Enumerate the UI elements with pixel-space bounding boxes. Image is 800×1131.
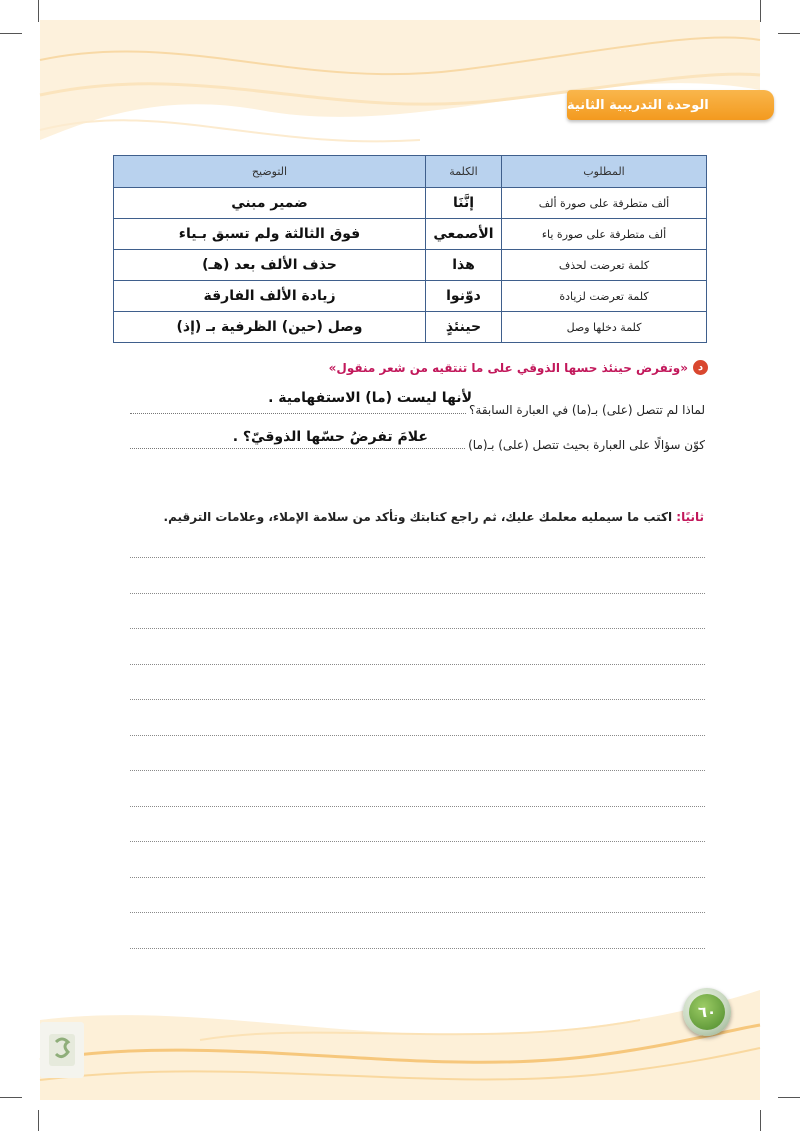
table-row [114,281,707,312]
answer-1-dotted-line[interactable] [130,412,466,414]
required-cell: ألف متطرفة على صورة ألف [502,188,707,219]
word-cell: الأصمعي [426,219,502,250]
required-cell: كلمة دخلها وصل [502,312,707,343]
header-required: المطلوب [502,156,707,188]
word-cell: هذا [426,250,502,281]
header-word: الكلمة [426,156,502,188]
word-cell: حينئذٍ [426,312,502,343]
spelling-rules-table [113,155,707,343]
table-row [114,188,707,219]
writing-line[interactable] [130,770,705,771]
question-2-text: كوّن سؤالًا على العبارة بحيث تتصل (على) بـ(ما) [468,438,705,452]
question-2-line[interactable] [130,438,705,452]
answer-1: لأنها ليست (ما) الاستفهامية . [268,390,472,406]
page-number-badge [683,988,731,1036]
unit-title: الوحدة التدريبية الثانية [567,97,709,113]
writing-line[interactable] [130,593,705,594]
question-1-text: لماذا لم تتصل (على) بـ(ما) في العبارة السابقة؟ [469,403,705,417]
writing-line[interactable] [130,628,705,629]
explanation-cell: ضمير مبني [114,188,426,219]
explanation-cell: حذف الألف بعد (هـ) [114,250,426,281]
writing-line[interactable] [130,699,705,700]
question-heading [329,360,708,375]
table-row [114,219,707,250]
explanation-cell: زيادة الألف الفارقة [114,281,426,312]
unit-title-banner [567,90,774,120]
writing-line[interactable] [130,735,705,736]
required-cell: كلمة تعرضت لحذف [502,250,707,281]
question-number-badge: د [693,360,708,375]
writing-line[interactable] [130,877,705,878]
answer-2-dotted-line[interactable] [130,447,465,449]
explanation-cell: وصل (حين) الظرفية بـ (إذ) [114,312,426,343]
bottom-wave-decoration [0,960,800,1131]
table-header-row [114,156,707,188]
page-number: ٦٠ [689,994,725,1030]
dictation-label: ثانيًا: [676,510,704,524]
table-row [114,312,707,343]
logo-mark-icon [47,1030,77,1070]
table-row [114,250,707,281]
question-1-line[interactable] [130,403,705,417]
writing-line[interactable] [130,664,705,665]
question-quote: «وتفرض حينئذ حسها الذوقي على ما تنتقيه من شعر منقول» [328,360,688,375]
writing-line[interactable] [130,841,705,842]
writing-line[interactable] [130,806,705,807]
writing-line[interactable] [130,912,705,913]
writing-line[interactable] [130,557,705,558]
word-cell: إنَّنَا [426,188,502,219]
required-cell: ألف متطرفة على صورة ياء [502,219,707,250]
writing-line[interactable] [130,948,705,949]
word-cell: دوّنوا [426,281,502,312]
header-explanation: التوضيح [114,156,426,188]
answer-2: علامَ تفرضُ حسّها الذوقيّ؟ . [232,429,428,445]
dictation-text: اكتب ما سيمليه معلمك عليك، ثم راجع كتابتك وتأكد من سلامة الإملاء، وعلامات الترقيم. [163,510,673,524]
explanation-cell: فوق الثالثة ولم تسبق بـياء [114,219,426,250]
required-cell: كلمة تعرضت لزيادة [502,281,707,312]
dictation-instruction [164,510,704,524]
publisher-logo-icon [40,1022,84,1078]
